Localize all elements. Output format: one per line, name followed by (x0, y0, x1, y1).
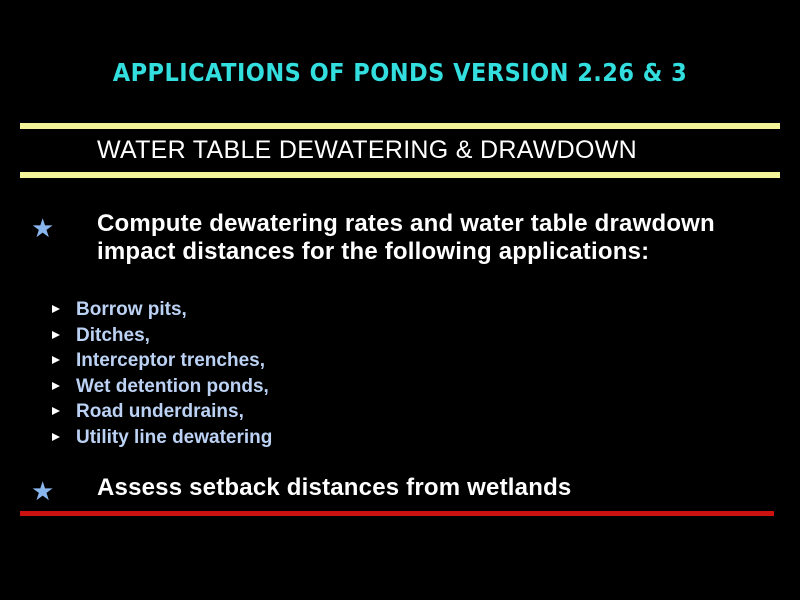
slide-title: APPLICATIONS OF PONDS VERSION 2.26 & 3 (112, 58, 688, 87)
bottom-divider (20, 511, 774, 516)
list-item-label: Borrow pits, (76, 299, 187, 320)
star-bullet-icon: ★ (31, 476, 55, 506)
triangle-bullet-icon (52, 305, 60, 313)
list-item (52, 297, 272, 323)
triangle-bullet-icon (52, 331, 60, 339)
top-divider (20, 123, 780, 129)
list-item-label: Utility line dewatering (76, 426, 273, 448)
triangle-bullet-icon (52, 407, 60, 415)
middle-divider (20, 172, 780, 178)
slide-subtitle: WATER TABLE DEWATERING & DRAWDOWN (97, 136, 638, 164)
list-item (52, 374, 272, 400)
list-item-label: Interceptor trenches, (76, 350, 265, 372)
star-bullet-icon: ★ (31, 213, 55, 243)
list-item (52, 348, 272, 374)
list-item-label: Road underdrains, (76, 401, 244, 423)
list-item-label: Wet detention ponds, (76, 375, 269, 397)
bullet-text-compute: Compute dewatering rates and water table drawdown impact distances for the following applications: (97, 210, 715, 265)
applications-list (52, 297, 272, 451)
triangle-bullet-icon (52, 356, 60, 364)
triangle-bullet-icon (52, 382, 60, 390)
list-item (52, 399, 272, 425)
triangle-bullet-icon (52, 433, 60, 441)
bullet-text-setback: Assess setback distances from wetlands (97, 474, 572, 501)
list-item (52, 425, 272, 451)
list-item (52, 323, 272, 349)
list-item-label: Ditches, (76, 324, 150, 346)
